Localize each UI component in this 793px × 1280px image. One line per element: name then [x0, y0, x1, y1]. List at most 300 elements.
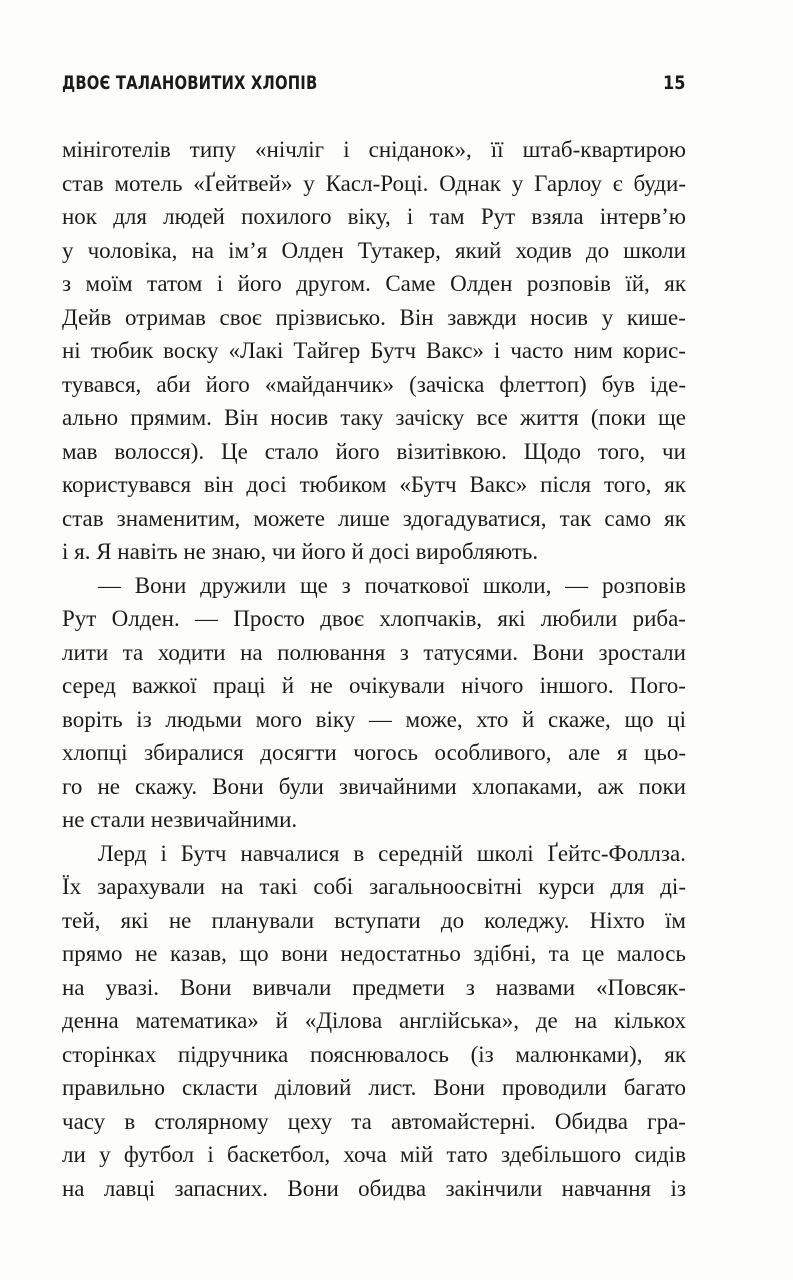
word: «Бутч: [399, 472, 457, 497]
word: Пого-: [629, 673, 686, 698]
word: людей: [163, 204, 225, 229]
word: де: [535, 1008, 558, 1033]
word: футбол: [123, 1142, 195, 1167]
text-line: [62, 1138, 686, 1172]
word: його: [335, 438, 380, 464]
word: похилого: [241, 204, 332, 229]
text-line: [62, 736, 686, 770]
word: кише-: [626, 304, 686, 330]
word: тувався,: [62, 371, 142, 397]
word: досі: [246, 472, 287, 497]
word: на: [574, 1008, 598, 1033]
word: носив: [270, 405, 329, 430]
text-line: [62, 669, 686, 703]
word: хоча: [343, 1142, 387, 1167]
word: і: [343, 137, 350, 162]
word: моїм: [85, 271, 133, 296]
word: баскетбол,: [227, 1142, 331, 1167]
word: розповів: [526, 271, 611, 296]
word: серед: [62, 673, 116, 698]
word: які: [497, 606, 526, 631]
word: життя: [520, 405, 579, 430]
word: Вони: [212, 773, 264, 799]
word: татом: [147, 271, 203, 296]
word: Рут: [62, 606, 97, 631]
word: денна: [62, 1008, 119, 1033]
word: навчалися: [240, 840, 340, 866]
word: її: [490, 137, 504, 162]
word: малось: [616, 941, 686, 966]
word: все: [476, 405, 508, 430]
word: чоловіка,: [87, 237, 178, 263]
word: не: [310, 673, 333, 698]
word: знаменитим,: [116, 505, 241, 531]
word: тюбиком: [299, 472, 387, 497]
text-line: [62, 1105, 686, 1139]
word: в: [353, 840, 365, 866]
word: (зачіска: [409, 371, 485, 397]
word: їй,: [625, 271, 650, 296]
word: скаже,: [548, 706, 611, 732]
word: його: [237, 271, 282, 296]
word: нок: [62, 204, 97, 229]
word: хлопчаків,: [379, 606, 483, 631]
word: Щодо: [523, 438, 581, 464]
word: мініготелів: [62, 137, 171, 162]
word: на: [191, 237, 215, 263]
word: прямим.: [130, 405, 212, 430]
word: Їх: [62, 874, 82, 899]
text-line: [62, 870, 686, 904]
word: здібні,: [473, 941, 537, 966]
word: користувався: [62, 472, 192, 497]
word: та: [351, 1108, 372, 1134]
word: праці: [212, 673, 266, 698]
word: віку: [315, 706, 356, 732]
word: хлопці: [62, 740, 128, 765]
word: цеху: [287, 1108, 333, 1134]
text-line: [62, 636, 686, 670]
word: Вакс»: [469, 472, 528, 497]
word: обидва: [358, 1175, 427, 1201]
word: казав,: [169, 941, 227, 966]
word: типу: [189, 137, 236, 162]
word: двоє: [320, 606, 365, 631]
word: тато: [446, 1142, 488, 1167]
word: полювання: [277, 639, 386, 665]
word: увазі.: [105, 974, 159, 1000]
word: Тутакер,: [357, 237, 441, 263]
word: Ніхто: [589, 907, 645, 933]
word: того,: [597, 438, 646, 464]
word: розповів: [601, 572, 686, 598]
word: лист.: [368, 1075, 417, 1100]
word: були: [278, 773, 324, 799]
word: школи: [623, 237, 686, 263]
word: особливого,: [434, 740, 552, 765]
word: на: [62, 974, 85, 1000]
word: у: [99, 1142, 111, 1167]
word: взяла: [531, 204, 584, 229]
word: вони: [281, 941, 328, 966]
text-line: [62, 837, 686, 871]
word: школі: [476, 840, 534, 866]
word: не: [134, 941, 158, 966]
word: таку: [340, 405, 384, 430]
text-line: [62, 267, 686, 301]
word: так: [559, 505, 592, 531]
word: Бутч: [370, 338, 417, 363]
text-line: [62, 301, 686, 335]
word: мав: [62, 438, 98, 464]
word: як: [664, 271, 686, 296]
word: може,: [405, 706, 463, 732]
word: з: [341, 572, 351, 598]
word: прізвисько.: [275, 304, 386, 330]
word: ним: [573, 338, 613, 363]
word: «Повсяк-: [595, 974, 686, 1000]
word: само: [604, 505, 652, 531]
word: як: [664, 505, 686, 531]
word: і: [493, 338, 501, 363]
word: ці: [667, 706, 686, 732]
word: сніданок»,: [368, 137, 472, 162]
word: Вони: [532, 639, 584, 665]
word: зарахували: [97, 874, 205, 899]
word: ходив: [515, 237, 572, 263]
word: не: [168, 907, 192, 933]
word: це: [581, 941, 605, 966]
word: автомайстерні.: [391, 1108, 536, 1134]
running-head: [62, 72, 685, 102]
word: й: [522, 706, 535, 732]
word: Олден: [281, 237, 344, 263]
word: стало: [264, 438, 319, 464]
word: візитівкою.: [396, 438, 507, 464]
word: зачіску: [395, 405, 465, 430]
word: флеттоп): [499, 371, 587, 397]
text-line: [62, 971, 686, 1005]
word: лавці: [103, 1175, 156, 1201]
word: і: [160, 840, 167, 866]
word: го: [62, 773, 83, 799]
word: Він: [224, 405, 259, 430]
word: є: [612, 170, 623, 196]
word: Гарлоу: [534, 170, 602, 196]
word: лити: [62, 639, 109, 665]
word: Дейв: [62, 304, 112, 330]
word: та: [548, 941, 570, 966]
word: завжди: [447, 304, 517, 330]
word: малюнками),: [515, 1041, 643, 1067]
word: —: [98, 572, 121, 598]
word: що: [239, 941, 269, 966]
word: другом.: [296, 271, 371, 296]
word: аж: [597, 773, 624, 799]
text-line: [62, 1071, 686, 1105]
word: людьми: [165, 706, 242, 732]
word: і: [216, 271, 224, 296]
word: лише: [337, 505, 390, 531]
word: на: [220, 874, 244, 899]
word: діловий: [274, 1075, 352, 1100]
word: проводили: [502, 1075, 607, 1100]
text-line: [62, 435, 686, 469]
word: ально: [62, 405, 119, 430]
text-line: [62, 167, 686, 201]
word: і: [207, 1142, 214, 1167]
word: сидів: [634, 1142, 686, 1167]
word: гра-: [647, 1108, 686, 1134]
word: своє: [219, 304, 262, 330]
word: «нічліг: [255, 137, 325, 162]
word: інтерв’ю: [599, 204, 686, 229]
word: риба-: [632, 606, 686, 631]
word: як: [664, 1041, 686, 1067]
text-line: [62, 1004, 686, 1038]
word: чогось: [353, 740, 418, 765]
text-line: [62, 1038, 686, 1072]
word: мотель: [114, 170, 183, 196]
word: вступати: [334, 907, 421, 933]
word: Саме: [385, 271, 436, 296]
word: Олден.: [111, 606, 180, 631]
page-number: 15: [662, 72, 685, 94]
word: тей,: [62, 907, 101, 933]
word: Вони: [287, 1175, 339, 1201]
word: кількох: [614, 1008, 686, 1033]
word: —: [368, 706, 392, 732]
word: курси: [538, 874, 595, 899]
word: ли: [62, 1142, 86, 1167]
word: пояснювалось: [309, 1041, 449, 1067]
text-line: [62, 133, 686, 167]
word: аби: [156, 371, 191, 397]
word: Просто: [233, 606, 305, 631]
word: «майданчик»: [264, 371, 395, 397]
word: на: [240, 639, 263, 665]
word: ще: [658, 405, 686, 430]
word: звичайними: [338, 773, 457, 799]
text-line: [62, 703, 686, 737]
word: ді-: [660, 874, 686, 899]
word: сторінках: [62, 1041, 157, 1067]
word: Це: [221, 438, 248, 464]
word: на: [62, 1175, 85, 1201]
word: став: [62, 505, 104, 531]
word: скажу.: [135, 773, 198, 799]
word: «Ділова: [304, 1008, 383, 1033]
word: ні: [62, 338, 81, 363]
body-text: [62, 133, 686, 1205]
word: вивчали: [252, 974, 332, 1000]
word: корис-: [622, 338, 686, 363]
word: й: [275, 1008, 288, 1033]
word: середній: [378, 840, 463, 866]
word: —: [565, 572, 589, 598]
word: Вони: [134, 572, 187, 598]
word: але: [568, 740, 601, 765]
text-line: не стали незвичайними.: [62, 807, 298, 832]
word: Вакс»: [426, 338, 484, 363]
word: з: [62, 271, 72, 296]
word: Бутч: [180, 840, 227, 866]
word: мого: [255, 706, 303, 732]
word: з: [465, 974, 475, 1000]
word: здебільшого: [500, 1142, 622, 1167]
word: важкої: [132, 673, 197, 698]
word: і: [406, 204, 414, 229]
word: буди-: [633, 170, 686, 196]
word: можете: [253, 505, 325, 531]
word: до: [585, 237, 610, 263]
word: Ґейтс-Фоллза.: [547, 840, 686, 866]
word: нічого: [461, 673, 524, 698]
word: іде-: [650, 371, 686, 397]
word: «Ґейтвей»: [193, 170, 293, 196]
word: загальноосвітні: [369, 874, 523, 899]
word: збиралися: [144, 740, 244, 765]
word: скласти: [182, 1075, 258, 1100]
word: воріть: [62, 706, 123, 732]
word: ім’я: [228, 237, 268, 263]
word: навчання: [561, 1175, 652, 1201]
word: не: [97, 773, 120, 799]
word: предмети: [352, 974, 445, 1000]
text-line: і я. Я навіть не знаю, чи його й досі виробляють.: [62, 539, 539, 564]
word: здогадуватися,: [402, 505, 547, 531]
word: запасних.: [174, 1175, 269, 1201]
word: після: [540, 472, 592, 497]
word: Касл-Році.: [325, 170, 429, 196]
word: віку,: [347, 204, 391, 229]
word: того,: [603, 472, 652, 497]
word: його: [205, 371, 250, 397]
text-line: [62, 602, 686, 636]
word: Він: [399, 304, 434, 330]
word: тюбик: [90, 338, 154, 363]
word: Однак: [439, 170, 501, 196]
word: він: [203, 472, 234, 497]
word: татусями.: [423, 639, 519, 665]
text-line: [62, 904, 686, 938]
word: для: [113, 204, 147, 229]
word: прямо: [62, 941, 123, 966]
word: був: [601, 371, 635, 397]
word: волосся).: [114, 438, 205, 464]
word: Рут: [480, 204, 516, 229]
text-line: [62, 937, 686, 971]
word: такі: [259, 874, 298, 899]
word: із: [670, 1175, 686, 1201]
word: часу: [62, 1108, 106, 1134]
word: хто: [476, 706, 509, 732]
text-line: [62, 569, 686, 603]
word: їм: [664, 907, 686, 933]
word: досягти: [260, 740, 337, 765]
word: Вони: [179, 974, 232, 1000]
text-line: [62, 1172, 686, 1206]
word: зростали: [598, 639, 686, 665]
text-line: [62, 368, 686, 402]
word: Вони: [433, 1075, 485, 1100]
word: отримав: [125, 304, 206, 330]
word: планували: [211, 907, 315, 933]
word: Обидва: [554, 1108, 628, 1134]
word: який: [454, 237, 502, 263]
text-line: [62, 468, 686, 502]
word: з: [399, 639, 409, 665]
word: —: [195, 606, 218, 631]
word: ходити: [157, 639, 226, 665]
word: дружили: [200, 572, 287, 598]
word: математика»: [135, 1008, 259, 1033]
word: поки: [638, 773, 686, 799]
word: (поки: [590, 405, 646, 430]
word: ще: [299, 572, 328, 598]
word: що: [624, 706, 654, 732]
text-line: [62, 770, 686, 804]
word: іншого.: [539, 673, 614, 698]
word: коледжу.: [484, 907, 570, 933]
word: хлопаками,: [471, 773, 583, 799]
word: цьо-: [644, 740, 686, 765]
word: столярному: [154, 1108, 269, 1134]
word: закінчили: [445, 1175, 543, 1201]
word: чи: [662, 438, 686, 464]
word: у: [303, 170, 315, 196]
word: до: [440, 907, 465, 933]
word: в: [124, 1108, 136, 1134]
word: «Лакі: [228, 338, 284, 363]
book-title: ДВОЄ ТАЛАНОВИТИХ ХЛОПІВ: [62, 72, 318, 94]
word: недостатньо: [340, 941, 461, 966]
text-line: [62, 502, 686, 536]
word: підручника: [177, 1041, 289, 1067]
text-line: [62, 401, 686, 435]
word: Олден: [450, 271, 513, 296]
word: назвами: [495, 974, 576, 1000]
word: у: [511, 170, 524, 196]
word: штаб-квартирою: [522, 137, 686, 162]
word: як: [664, 472, 686, 497]
word: Лерд: [98, 840, 147, 866]
word: у: [601, 304, 614, 330]
text-line: [62, 200, 686, 234]
word: багато: [623, 1075, 686, 1100]
word: (із: [470, 1041, 494, 1067]
word: любили: [540, 606, 618, 631]
word: носив: [530, 304, 589, 330]
word: та: [122, 639, 144, 665]
word: початкової: [364, 572, 470, 598]
word: які: [120, 907, 149, 933]
word: для: [610, 874, 645, 899]
word: часто: [510, 338, 564, 363]
text-line: [62, 334, 686, 368]
word: школи,: [482, 572, 552, 598]
word: Тайгер: [293, 338, 361, 363]
word: у: [62, 237, 74, 263]
word: мій: [399, 1142, 434, 1167]
word: я: [616, 740, 628, 765]
word: там: [429, 204, 465, 229]
word: англійська»,: [399, 1008, 519, 1033]
word: очікували: [349, 673, 445, 698]
word: із: [136, 706, 152, 732]
word: правильно: [62, 1075, 165, 1100]
word: й: [281, 673, 295, 698]
